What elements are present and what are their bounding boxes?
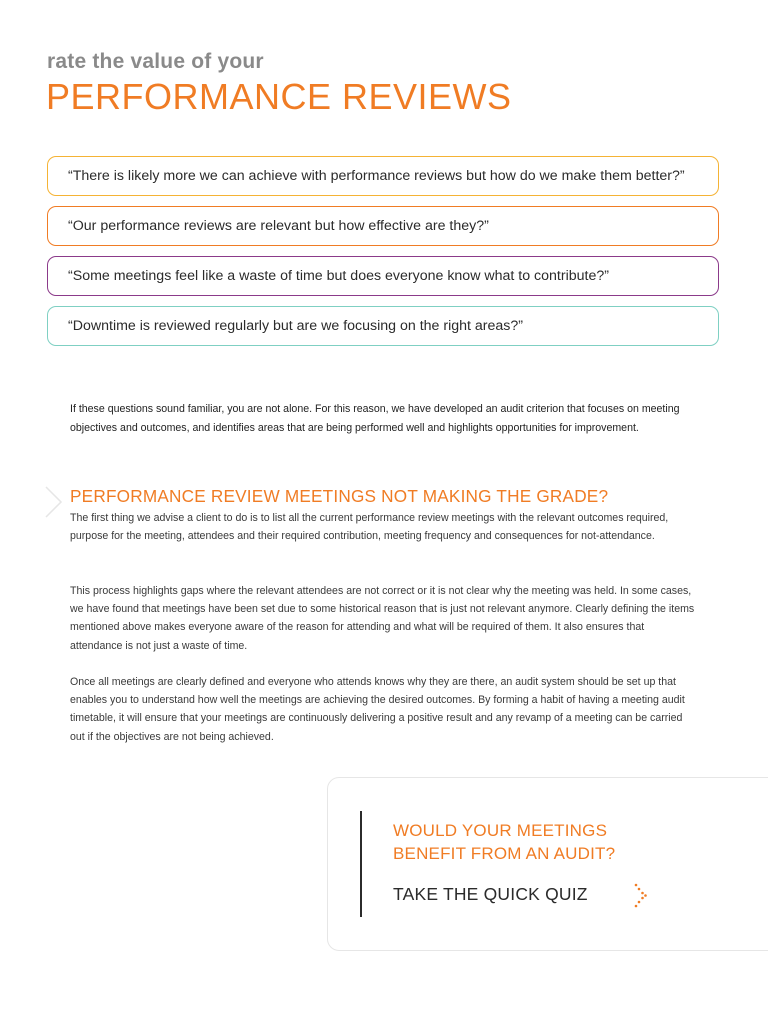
body-paragraph: The first thing we advise a client to do is to list all the current performance review meetings with the relevant outcomes required, purpose for the meeting, attendees and their required contribution, meeting frequency and consequences for not-attendance. xyxy=(70,512,669,543)
quote-text: “There is likely more we can achieve with performance reviews but how do we make them better?” xyxy=(68,168,685,184)
take-quiz-link[interactable]: TAKE THE QUICK QUIZ xyxy=(393,884,588,904)
quote-box xyxy=(47,256,719,296)
cta-question-line: BENEFIT FROM AN AUDIT? xyxy=(393,843,616,863)
quote-box xyxy=(47,206,719,246)
quote-text: “Downtime is reviewed regularly but are we focusing on the right areas?” xyxy=(68,318,524,334)
quote-box xyxy=(47,156,719,196)
quote-text: “Our performance reviews are relevant but how effective are they?” xyxy=(68,218,489,234)
page-title: PERFORMANCE REVIEWS xyxy=(46,76,512,117)
cta-question xyxy=(393,820,615,865)
chevron-right-icon xyxy=(44,485,64,519)
cta-divider xyxy=(360,811,362,917)
quote-text: “Some meetings feel like a waste of time but does everyone know what to contribute?” xyxy=(68,268,609,284)
intro-paragraph: If these questions sound familiar, you are not alone. For this reason, we have developed an audit criterion that focuses on meeting objectives and outcomes, and identifies areas that are being performed well and highlights opportunities for improvement. xyxy=(70,403,680,434)
section-heading: PERFORMANCE REVIEW MEETINGS NOT MAKING THE GRADE? xyxy=(70,486,609,506)
quote-box xyxy=(47,306,719,346)
dotted-chevron-right-icon[interactable] xyxy=(630,882,652,908)
body-paragraph: Once all meetings are clearly defined and everyone who attends knows why they are there, an audit system should be set up that enables you to understand how well the meetings are achieving the desired outcomes. By forming a habit of having a meeting audit timetable, it will ensure that your meetings are continuously delivering a positive result and any revamp of a meeting can be carried out if the objectives are not being achieved. xyxy=(70,676,685,743)
body-paragraph: This process highlights gaps where the relevant attendees are not correct or it is not clear why the meeting was held. In some cases, we have found that meetings have been set due to some historical reason that is just not relevant anymore. Clearly defining the items mentioned above makes everyone aware of the reason for attending and what will be required of them. It also ensures that attendance is not just a waste of time. xyxy=(70,585,695,652)
cta-question-line: WOULD YOUR MEETINGS xyxy=(393,821,608,840)
page-subtitle: rate the value of your xyxy=(47,50,264,73)
